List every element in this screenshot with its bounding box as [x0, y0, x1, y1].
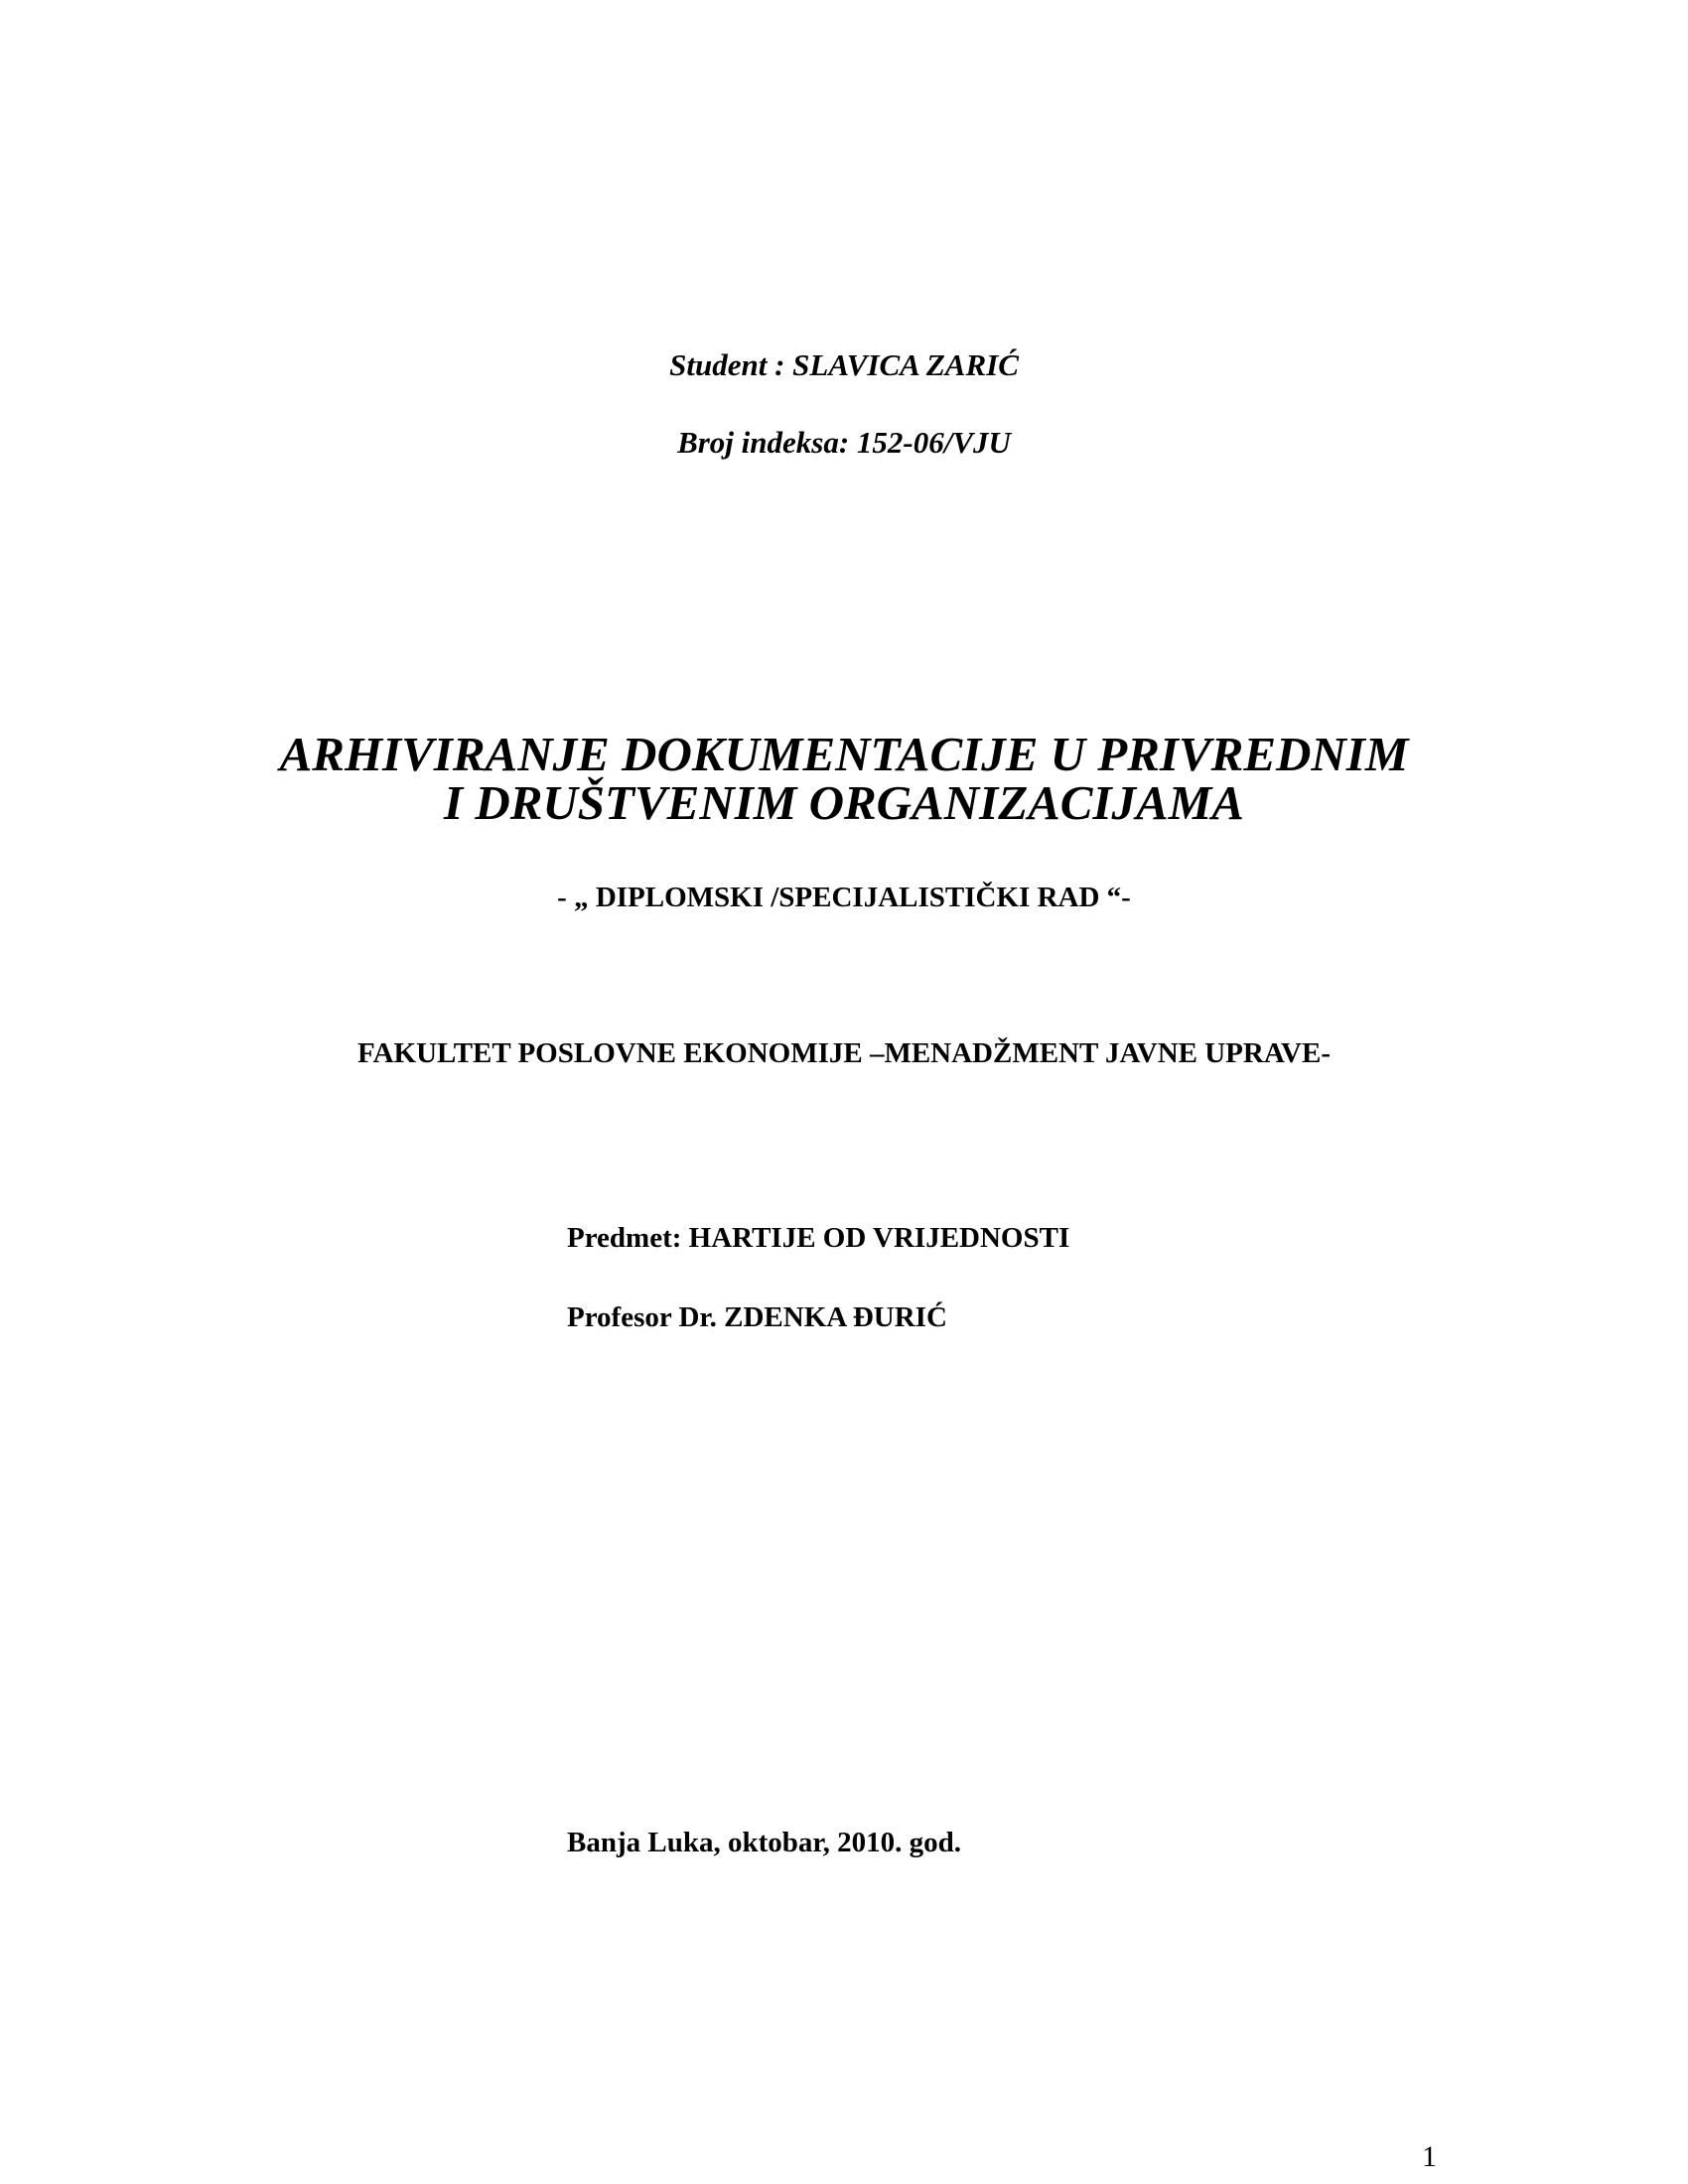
faculty-name: FAKULTET POSLOVNE EKONOMIJE –MENADŽMENT JAVNE UPRAVE- — [357, 1037, 1331, 1069]
document-title — [0, 727, 1688, 830]
title-line-2: I DRUŠTVENIM ORGANIZACIJAMA — [444, 775, 1244, 830]
professor-line: Profesor Dr. ZDENKA ĐURIĆ — [567, 1301, 947, 1333]
index-number: Broj indeksa: 152-06/VJU — [677, 425, 1011, 460]
page-number: 1 — [1422, 2140, 1437, 2173]
student-name: Student : SLAVICA ZARIĆ — [669, 347, 1019, 382]
title-line-1: ARHIVIRANJE DOKUMENTACIJE U PRIVREDNIM — [279, 727, 1409, 781]
subject-line: Predmet: HARTIJE OD VRIJEDNOSTI — [567, 1222, 1070, 1254]
place-date-line: Banja Luka, oktobar, 2010. god. — [567, 1827, 961, 1858]
document-subtitle: - „ DIPLOMSKI /SPECIJALISTIČKI RAD “- — [557, 882, 1131, 913]
